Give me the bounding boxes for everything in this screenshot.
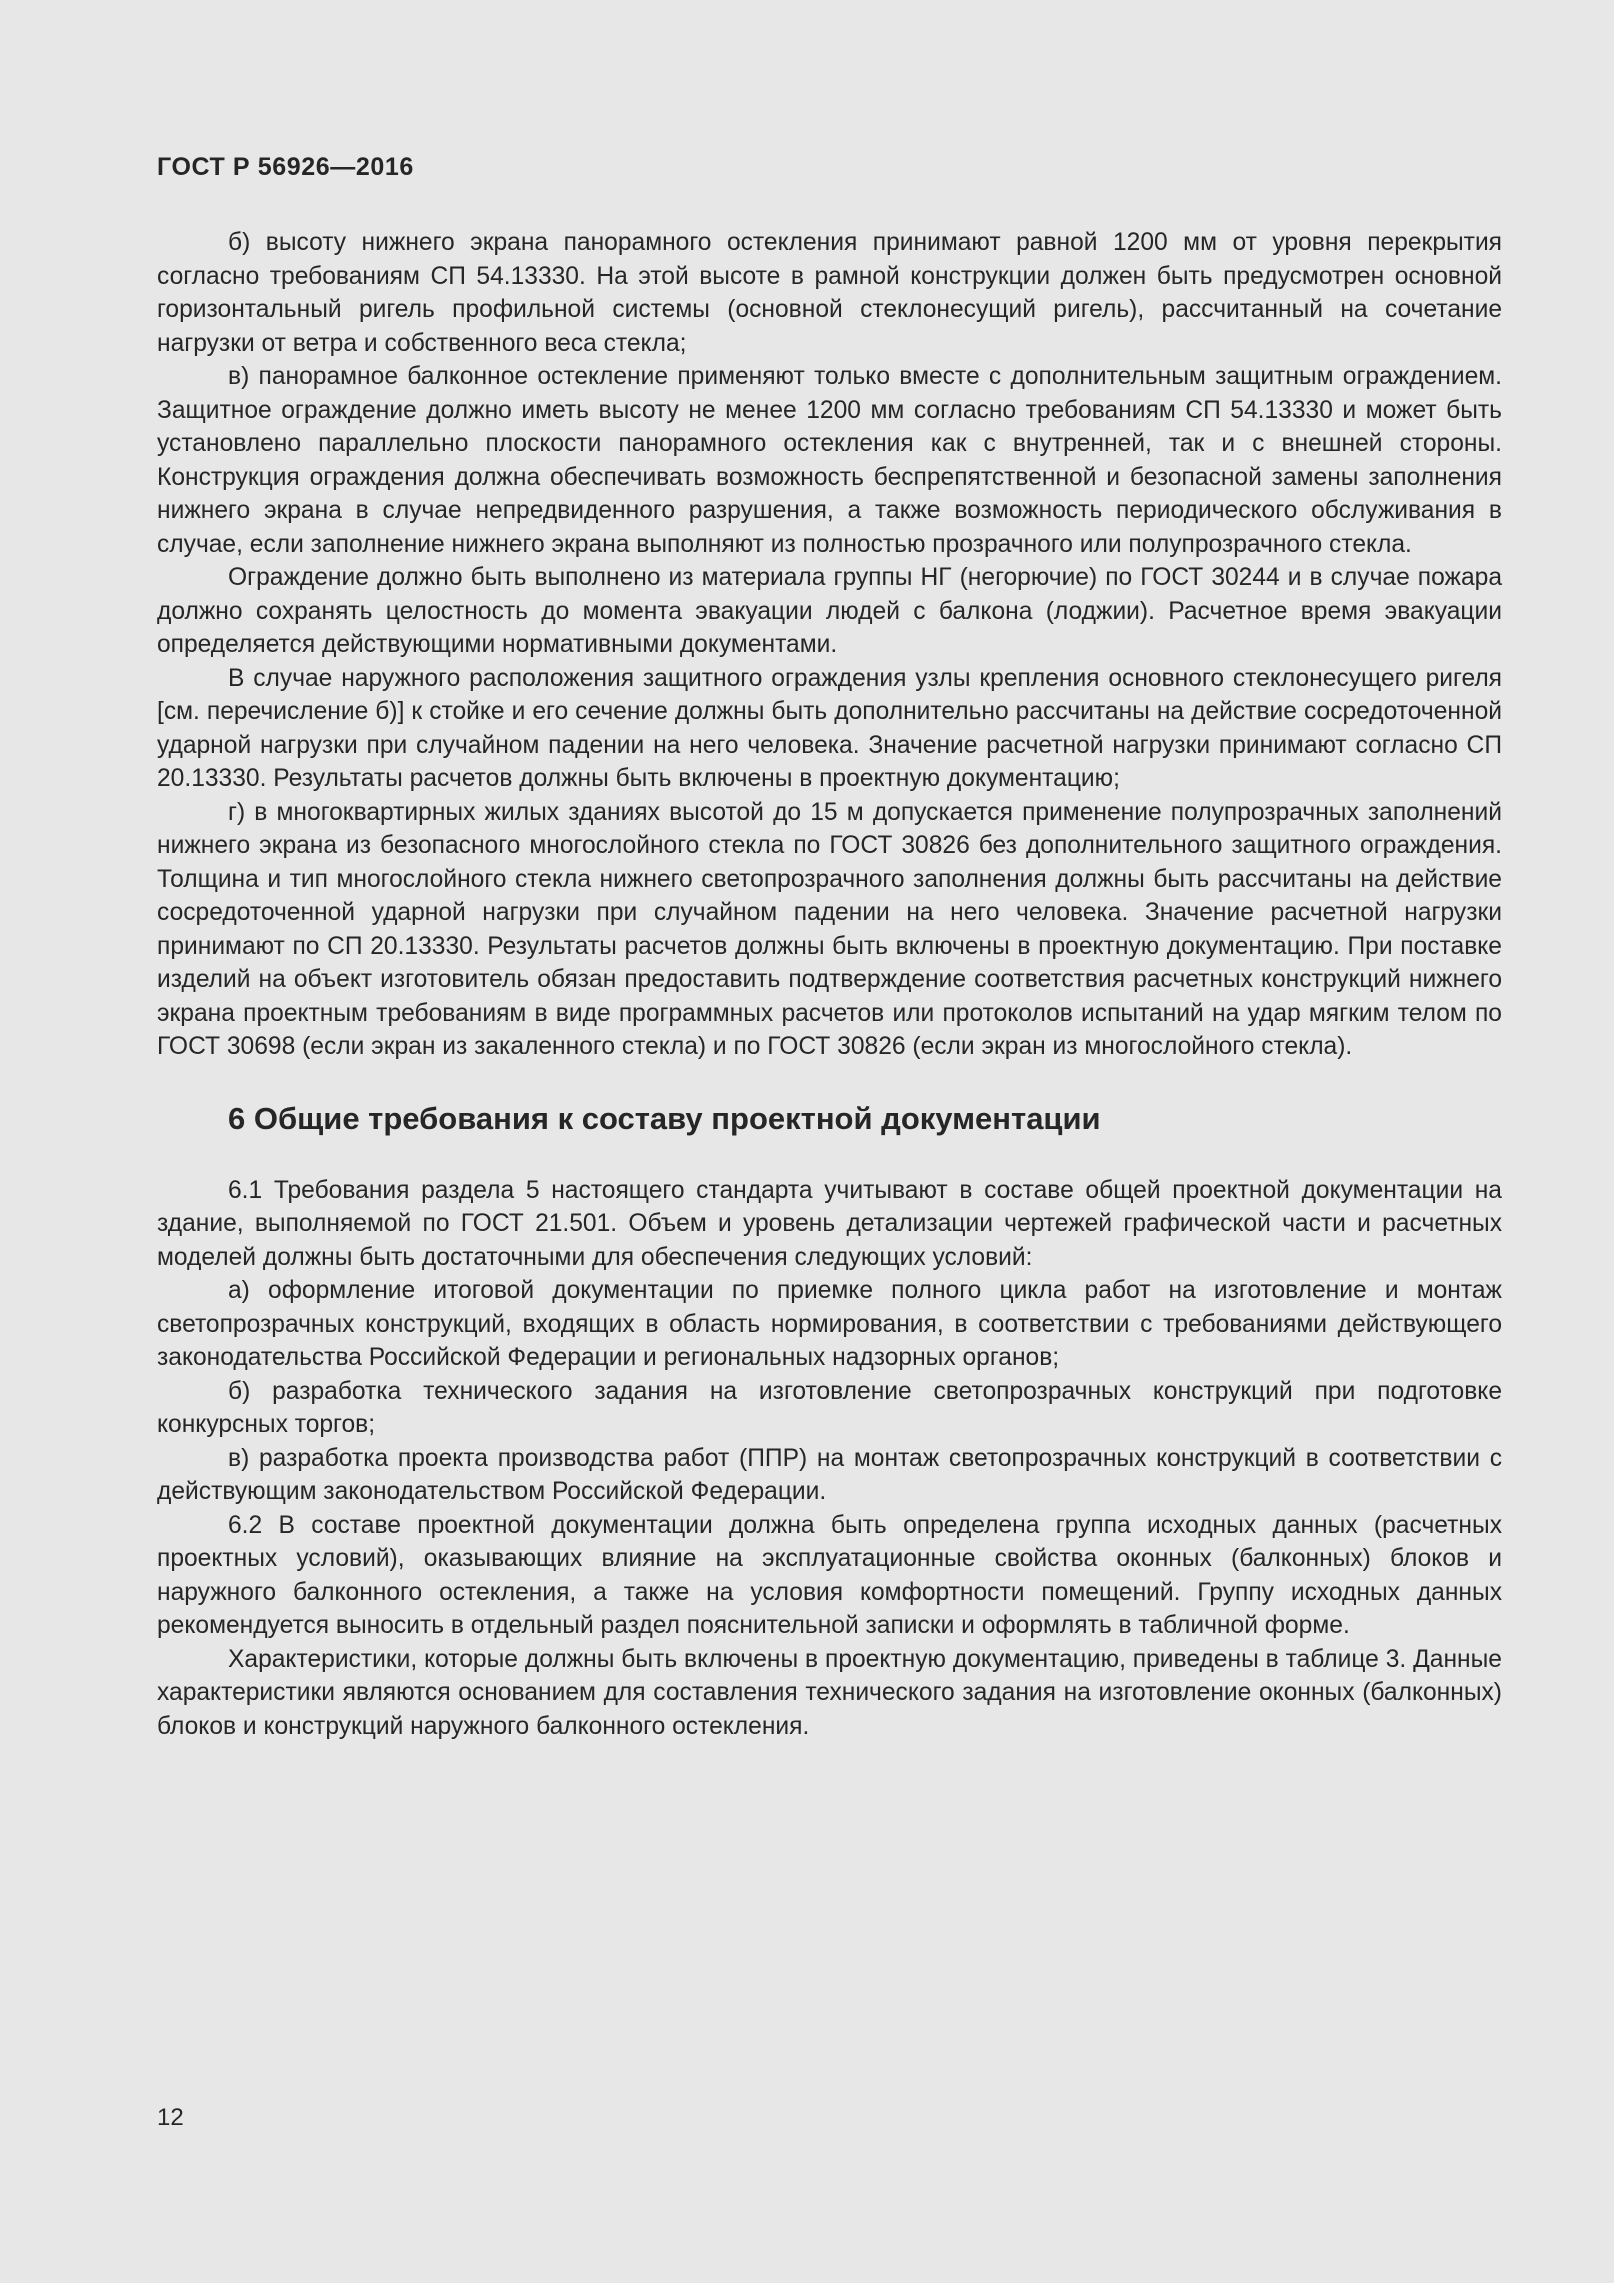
page-number: 12 — [157, 2104, 184, 2131]
paragraph-characteristics: Характеристики, которые должны быть включены в проектную документацию, приведены в таблице 3. Данные характеристики являются основанием для составления технического задания на изготовление оконных (балконных) блоков и конструкций наружного балконного остекления. — [157, 1645, 1502, 1740]
section-heading: 6 Общие требования к составу проектной документации — [228, 1100, 1101, 1136]
paragraph-clause-6-1: 6.1 Требования раздела 5 настоящего стандарта учитывают в составе общей проектной документации на здание, выполняемой по ГОСТ 21.501. Объем и уровень детализации чертежей графической части и расчетных моделей должны быть достаточными для обеспечения следующих условий: — [157, 1176, 1502, 1271]
paragraph-item-v: в) панорамное балконное остекление применяют только вместе с дополнительным защитным ограждением. Защитное ограждение должно иметь высоту не менее 1200 мм согласно требованиям СП 54.13330 и может быть установлено параллельно плоскости панорамного остекления как с внутренней, так и с внешней стороны. Конструкция ограждения должна обеспечивать возможность беспрепятственной и безопасной замены заполнения нижнего экрана в случае непредвиденного разрушения, а также возможность периодического обслуживания в случае, если заполнение нижнего экрана выполняют из полностью прозрачного или полупрозрачного стекла. — [157, 363, 1502, 558]
paragraph-external-fencing: В случае наружного расположения защитного ограждения узлы крепления основного стеклонесущего ригеля [см. перечисление б)] к стойке и его сечение должны быть дополнительно рассчитаны на действие сосредоточенной ударной нагрузки при случайном падении на него человека. Значение расчетной нагрузки принимают согласно СП 20.13330. Результаты расчетов должны быть включены в проектную документацию; — [157, 664, 1502, 792]
paragraph-clause-6-1-b: б) разработка технического задания на изготовление светопрозрачных конструкций при подготовке конкурсных торгов; — [157, 1377, 1502, 1438]
paragraph-clause-6-1-v: в) разработка проекта производства работ (ППР) на монтаж светопрозрачных конструкций в соответствии с действующим законодательством Российской Федерации. — [157, 1444, 1502, 1505]
paragraph-clause-6-2: 6.2 В составе проектной документации должна быть определена группа исходных данных (расчетных проектных условий), оказывающих влияние на эксплуатационные свойства оконных (балконных) блоков и наружного балконного остекления, а также на условия комфортности помещений. Группу исходных данных рекомендуется выносить в отдельный раздел пояснительной записки и оформлять в табличной форме. — [157, 1511, 1502, 1639]
paragraph-fencing-material: Ограждение должно быть выполнено из материала группы НГ (негорючие) по ГОСТ 30244 и в случае пожара должно сохранять целостность до момента эвакуации людей с балкона (лоджии). Расчетное время эвакуации определяется действующими нормативными документами. — [157, 564, 1502, 658]
paragraph-item-g: г) в многоквартирных жилых зданиях высотой до 15 м допускается применение полупрозрачных заполнений нижнего экрана из безопасного многослойного стекла по ГОСТ 30826 без дополнительного защитного ограждения. Толщина и тип многослойного стекла нижнего светопрозрачного заполнения должны быть рассчитаны на действие сосредоточенной ударной нагрузки при случайном падении на него человека. Значение расчетной нагрузки принимают по СП 20.13330. Результаты расчетов должны быть включены в проектную документацию. При поставке изделий на объект изготовитель обязан предоставить подтверждение соответствия расчетных конструкций нижнего экрана проектным требованиям в виде программных расчетов или протоколов испытаний на удар мягким телом по ГОСТ 30698 (если экран из закаленного стекла) и по ГОСТ 30826 (если экран из многослойного стекла). — [157, 798, 1502, 1060]
document-body — [157, 226, 1502, 1743]
paragraph-item-b: б) высоту нижнего экрана панорамного остекления принимают равной 1200 мм от уровня перекрытия согласно требованиям СП 54.13330. На этой высоте в рамной конструкции должен быть предусмотрен основной горизонтальный ригель профильной системы (основной стеклонесущий ригель), рассчитанный на сочетание нагрузки от ветра и собственного веса стекла; — [157, 229, 1502, 357]
document-code-header: ГОСТ Р 56926—2016 — [157, 153, 414, 181]
paragraph-clause-6-1-a: а) оформление итоговой документации по приемке полного цикла работ на изготовление и монтаж светопрозрачных конструкций, входящих в область нормирования, в соответствии с требованиями действующего законодательства Российской Федерации и региональных надзорных органов; — [157, 1277, 1502, 1371]
